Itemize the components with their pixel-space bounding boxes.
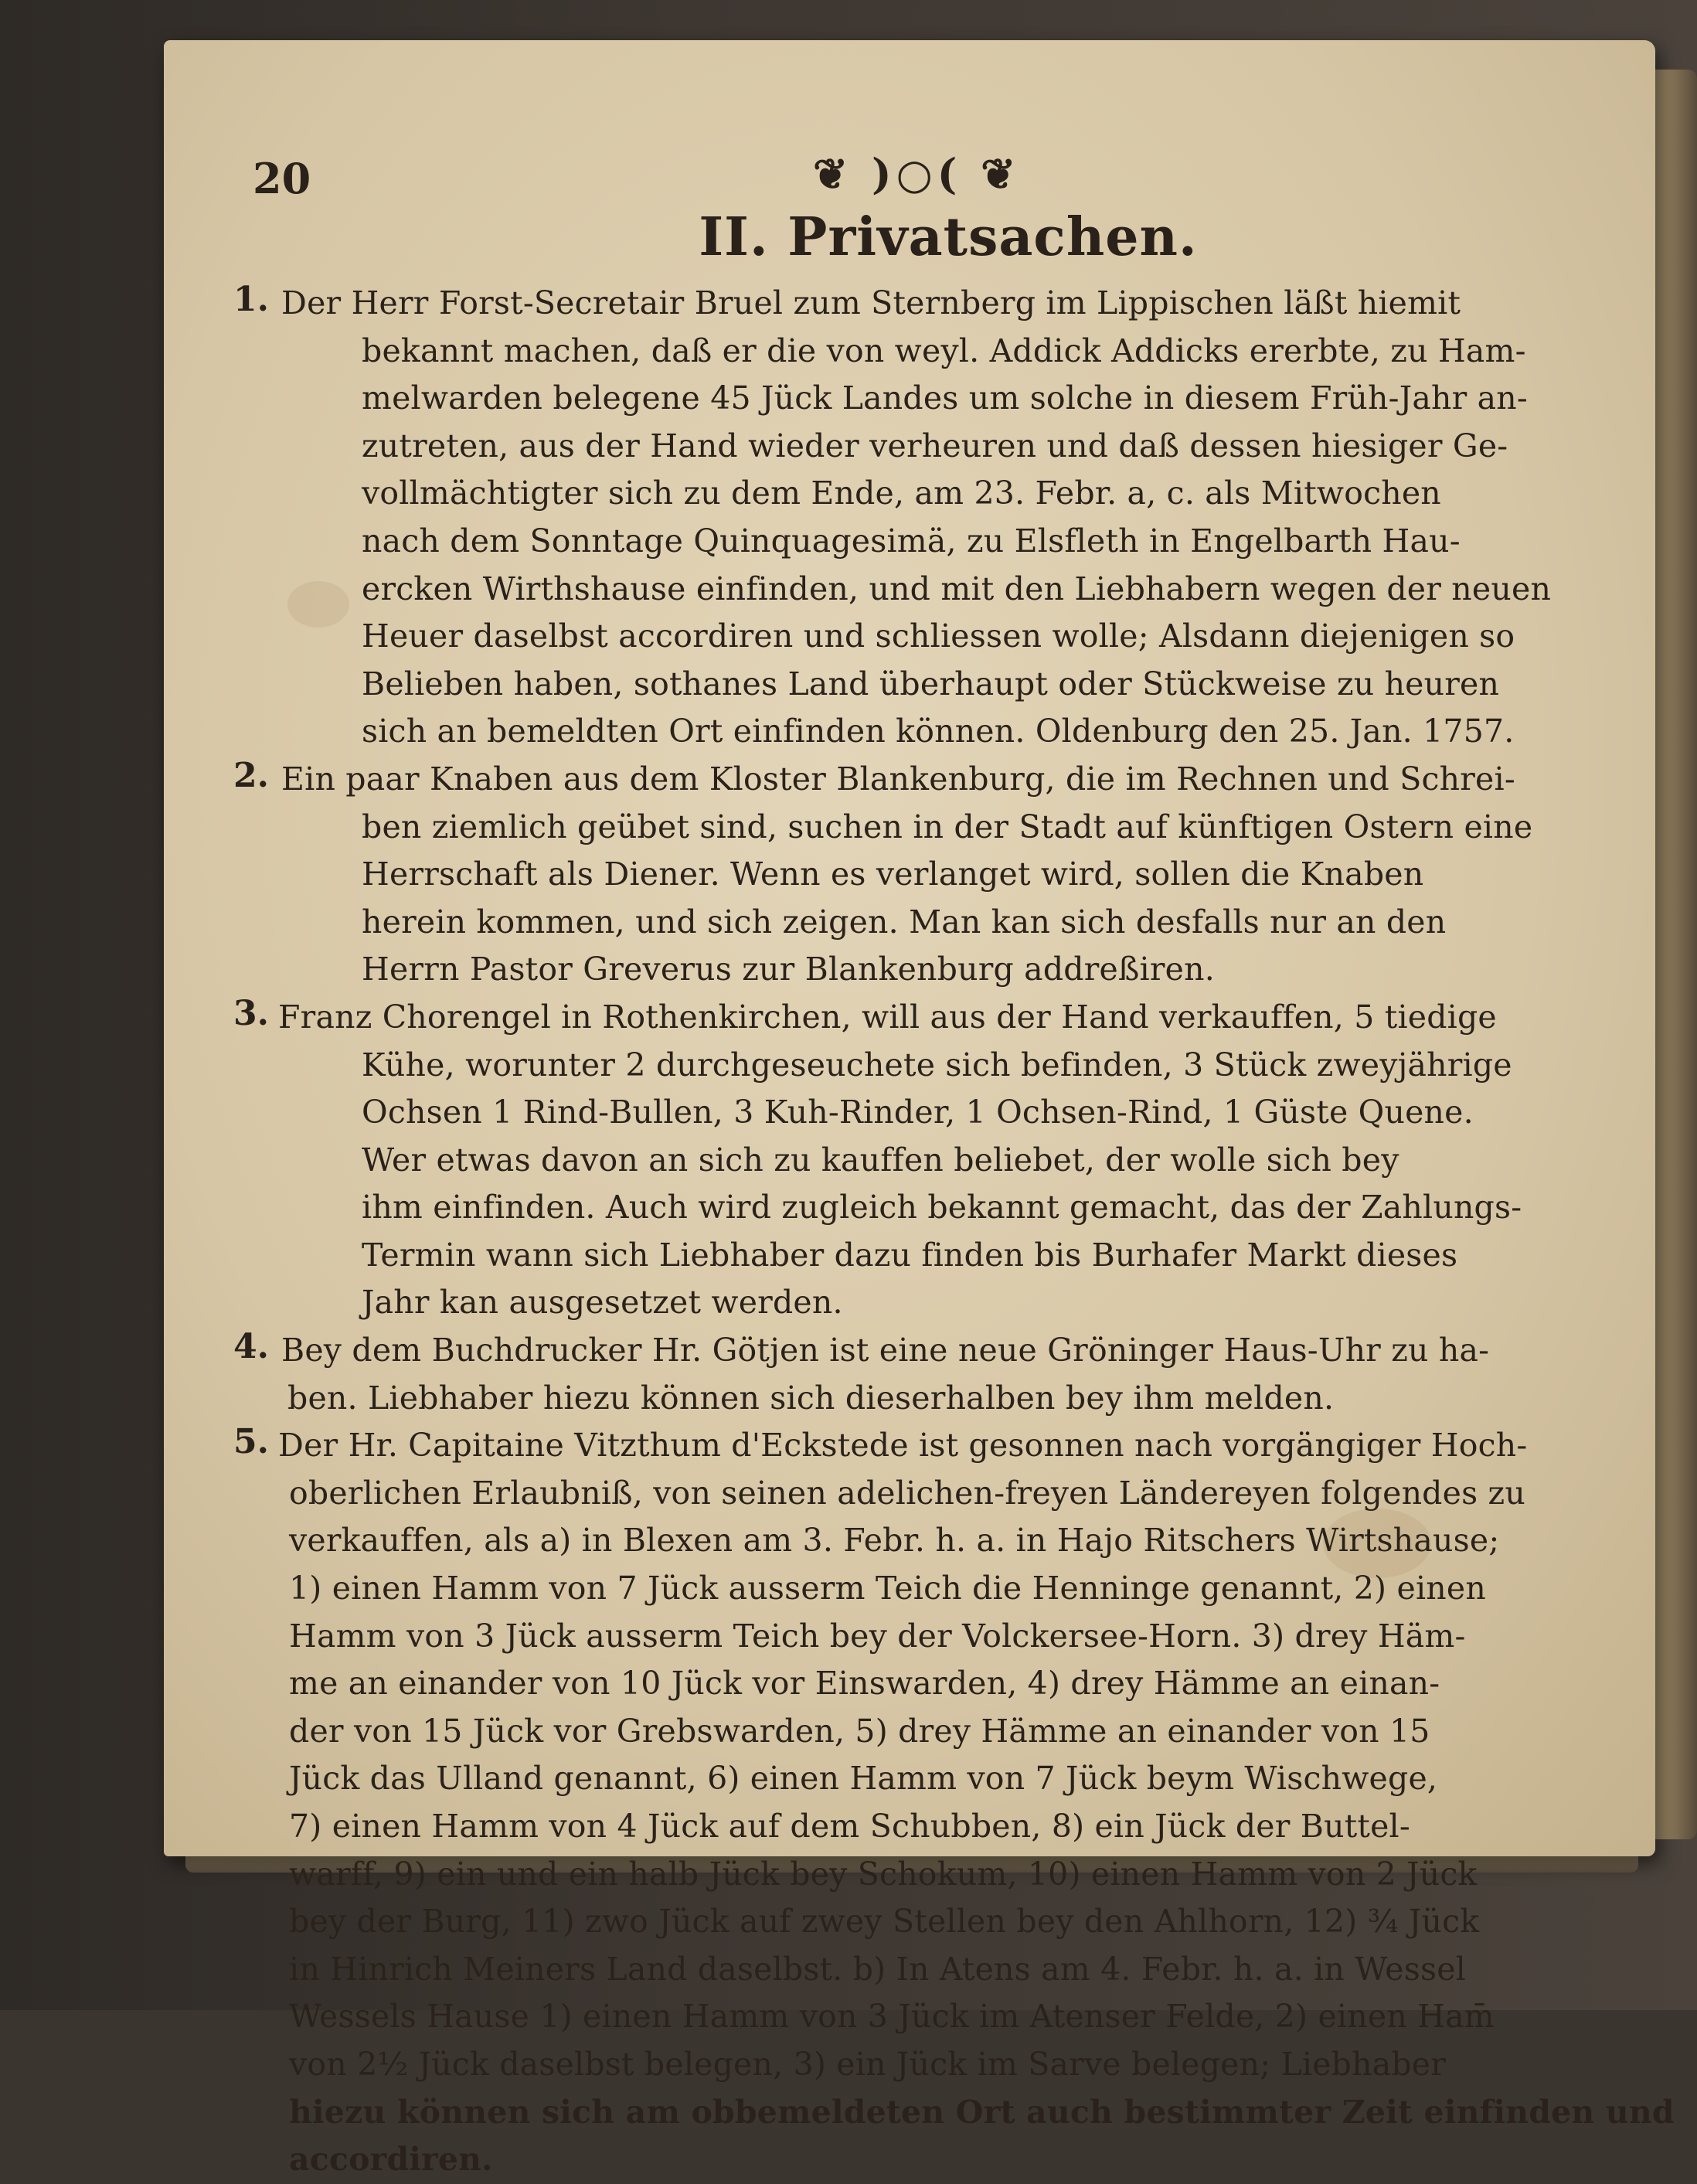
text-line: Herrn Pastor Greverus zur Blankenburg addreßiren. (362, 951, 1215, 988)
text-line: Termin wann sich Liebhaber dazu finden bis Burhafer Markt dieses (362, 1236, 1458, 1274)
text-line: Wer etwas davon an sich zu kauffen beliebet, der wolle sich bey (362, 1141, 1399, 1179)
text-line: zutreten, aus der Hand wieder verheuren und daß dessen hiesiger Ge- (362, 427, 1508, 464)
entry-number: 2. (233, 755, 269, 795)
text-line: warff, 9) ein und ein halb Jück bey Schokum, 10) einen Hamm von 2 Jück (289, 1855, 1478, 1893)
text-line: Heuer daselbst accordiren und schliessen wolle; Alsdann diejenigen so (362, 617, 1515, 655)
text-line: von 2½ Jück daselbst belegen, 3) ein Jück im Sarve belegen; Liebhaber (289, 2045, 1447, 2083)
notice-entry-5 (233, 1422, 1675, 2184)
text-line: Kühe, worunter 2 durchgeseuchete sich befinden, 3 Stück zweyjährige (362, 1046, 1512, 1083)
text-line: herein kommen, und sich zeigen. Man kan sich desfalls nur an den (362, 903, 1447, 941)
text-line: Ein paar Knaben aus dem Kloster Blankenburg, die im Rechnen und Schrei- (281, 760, 1515, 798)
text-line: Ochsen 1 Rind-Bullen, 3 Kuh-Rinder, 1 Ochsen-Rind, 1 Güste Quene. (362, 1094, 1474, 1131)
text-line: ben ziemlich geübet sind, suchen in der Stadt auf künftigen Ostern eine (362, 808, 1533, 845)
notice-list (233, 280, 1675, 2184)
text-line: melwarden belegene 45 Jück Landes um solche in diesem Früh-Jahr an- (362, 379, 1528, 417)
page-text (164, 40, 1675, 2179)
entry-number: 1. (233, 280, 269, 319)
text-line: 7) einen Hamm von 4 Jück auf dem Schubben, 8) ein Jück der Buttel- (289, 1808, 1410, 1845)
entry-number: 5. (233, 1422, 269, 1462)
text-line: bey der Burg, 11) zwo Jück auf zwey Stellen bey den Ahlhorn, 12) ¾ Jück (289, 1903, 1480, 1941)
text-line: der von 15 Jück vor Grebswarden, 5) drey Hämme an einander von 15 (289, 1712, 1430, 1750)
text-line: nach dem Sonntage Quinquagesimä, zu Elsfleth in Engelbarth Hau- (362, 522, 1461, 560)
text-line: sich an bemeldten Ort einfinden können. Oldenburg den 25. Jan. 1757. (362, 713, 1515, 750)
text-line: hiezu können sich am obbemeldeten Ort auch bestimmter Zeit einfinden und (289, 2093, 1675, 2131)
notice-entry-4 (233, 1327, 1593, 1422)
text-line: Hamm von 3 Jück ausserm Teich bey der Volckersee-Horn. 3) drey Häm- (289, 1617, 1466, 1655)
text-line: ihm einfinden. Auch wird zugleich bekannt gemacht, das der Zahlungs- (362, 1189, 1522, 1226)
text-line: Der Hr. Capitaine Vitzthum d'Eckstede ist gesonnen nach vorgängiger Hoch- (278, 1427, 1528, 1465)
text-line: ben. Liebhaber hiezu können sich dieserhalben bey ihm melden. (287, 1379, 1335, 1417)
text-line: Bey dem Buchdrucker Hr. Götjen ist eine neue Gröninger Haus-Uhr zu ha- (281, 1332, 1490, 1369)
notice-entry-3 (233, 994, 1593, 1327)
text-line: Jück das Ulland genannt, 6) einen Hamm von 7 Jück beym Wischwege, (289, 1760, 1438, 1798)
text-line: Der Herr Forst-Secretair Bruel zum Sternberg im Lippischen läßt hiemit (281, 284, 1461, 321)
book-page (164, 40, 1675, 2179)
text-line: Franz Chorengel in Rothenkirchen, will aus der Hand verkauffen, 5 tiedige (278, 998, 1497, 1036)
header-ornament: ❦ )○( ❦ (813, 149, 1021, 199)
text-line: Wessels Hause 1) einen Hamm von 3 Jück im Atenser Felde, 2) einen Ham̄ (289, 1998, 1495, 2036)
text-line: oberlichen Erlaubniß, von seinen adelichen-freyen Ländereyen folgendes zu (289, 1474, 1525, 1512)
text-line: verkauffen, als a) in Blexen am 3. Febr. h. a. in Hajo Ritschers Wirtshause; (289, 1522, 1500, 1560)
text-line: 1) einen Hamm von 7 Jück ausserm Teich die Henninge genannt, 2) einen (289, 1570, 1486, 1607)
text-line: vollmächtigter sich zu dem Ende, am 23. Febr. a, c. als Mitwochen (362, 475, 1441, 512)
text-line: in Hinrich Meiners Land daselbst. b) In Atens am 4. Febr. h. a. in Wessel (289, 1950, 1466, 1988)
text-line: Herrschaft als Diener. Wenn es verlanget wird, sollen die Knaben (362, 856, 1424, 893)
running-header (164, 145, 1655, 206)
text-line: accordiren. (289, 2141, 493, 2179)
notice-entry-2 (233, 756, 1593, 994)
page-number: 20 (253, 154, 311, 203)
text-line: Belieben haben, sothanes Land überhaupt oder Stückweise zu heuren (362, 665, 1500, 702)
text-line: bekannt machen, daß er die von weyl. Addick Addicks ererbte, zu Ham- (362, 332, 1526, 369)
text-line: Jahr kan ausgesetzet werden. (362, 1284, 843, 1322)
text-line: ercken Wirthshause einfinden, und mit den Liebhabern wegen der neuen (362, 570, 1552, 607)
text-line: me an einander von 10 Jück vor Einswarden, 4) drey Hämme an einan- (289, 1665, 1440, 1703)
entry-number: 4. (233, 1327, 269, 1367)
notice-entry-1 (233, 280, 1593, 756)
section-title: II. Privatsachen. (699, 206, 1198, 268)
entry-number: 3. (233, 993, 269, 1033)
